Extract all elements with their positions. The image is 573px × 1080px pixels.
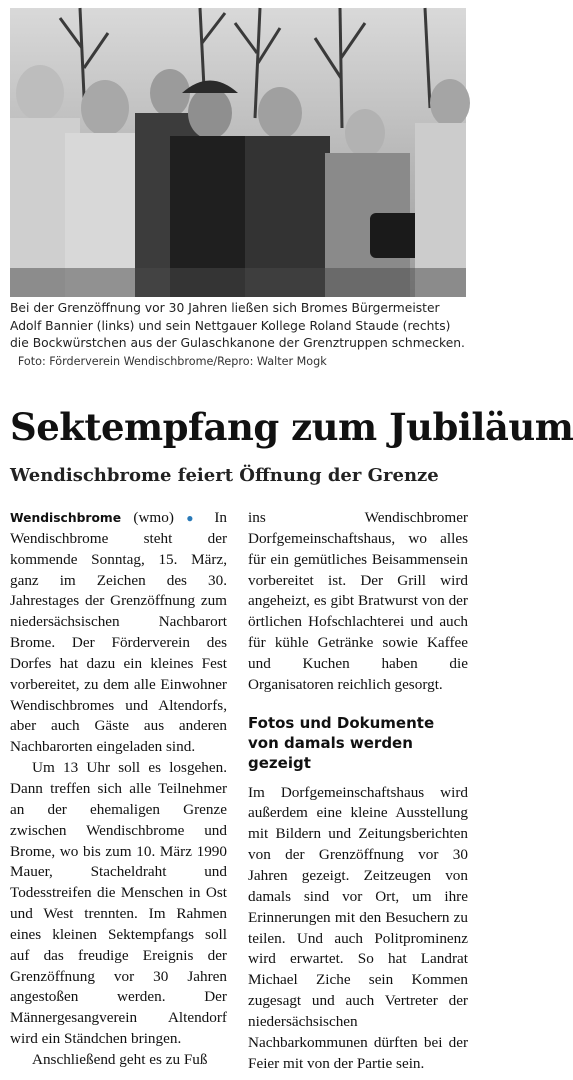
article-paragraph-1: [10, 508, 227, 758]
dateline: Wendischbrome: [10, 511, 122, 525]
photo-icon: [10, 8, 466, 297]
article-paragraph-2: Um 13 Uhr soll es losgehen. Dann treffen sich alle Teilnehmer an der ehemaligen Grenze zwischen Wendischbrome und Brome, wo bis zum 10. März 1990 Mauer, Stacheldraht und Todesstreifen die Menschen in Ost und West trennten. Im Rahmen eines kleinen Sektempfangs soll auf das freudige Ereignis der Grenzöffnung vor 30 Jahren angestoßen werden. Der Männergesangverein Altendorf wird ein Ständchen bringen.: [10, 759, 227, 1048]
article-headline: Sektempfang zum Jubiläum: [10, 405, 573, 449]
article-paragraph-3: Anschließend geht es zu Fuß: [32, 1050, 208, 1068]
article-interheadline: Fotos und Dokumente von damals werden gezeigt: [248, 713, 435, 772]
bullet-icon: ●: [186, 511, 203, 525]
article-subheadline: Wendischbrome feiert Öffnung der Grenze: [10, 465, 439, 486]
article-column-right: [248, 508, 468, 1074]
news-photo: [10, 8, 466, 297]
article-paragraph-4: Im Dorfgemeinschaftshaus wird außerdem eine kleine Ausstellung mit Bildern und Zeitungsberichten von der Grenzöffnung vor 30 Jahren gezeigt. Zeitzeugen von damals sind vor Ort, um ihre Erinnerungen mit den Besuchern zu teilen. Und auch Politprominenz wird erwartet. So hat Landrat Michael Ziche sein Kommen zugesagt und auch Vertreter der niedersächsischen Nachbarkommunen dürften bei der Feier mit von der Partie sein.: [248, 783, 468, 1072]
article-column-left: [10, 508, 227, 1071]
article-paragraph-3-continued: ins Wendischbromer Dorfgemeinschaftshaus, wo alles für ein gemütliches Beisammensein vorbereitet ist. Der Grill wird angeheizt, es gibt Bratwurst von der örtlichen Hofschlachterei und auch für kühle Getränke sowie Kaffee und Kuchen haben die Organisatoren reichlich gesorgt.: [248, 509, 468, 693]
agency-tag: (wmo): [133, 509, 174, 526]
photo-caption: [10, 300, 466, 370]
caption-text: Bei der Grenzöffnung vor 30 Jahren ließen sich Bromes Bürgermeister Adolf Bannier (links) und sein Nettgauer Kollege Roland Staude (rechts) die Bockwürstchen aus der Gulaschkanone der Grenztruppen schmecken.: [10, 301, 465, 350]
paragraph-1-text: In Wendischbrome steht der kommende Sonntag, 15. März, ganz im Zeichen des 30. Jahrestages der Grenzöffnung zum niedersächsischen Nachbarort Brome. Der Förderverein des Dorfes hat dazu ein kleines Fest vorbereitet, zu dem alle Einwohner Wendischbromes und Altendorfs, aber auch Gäste aus anderen Nachbarorten eingeladen sind.: [10, 509, 227, 756]
photo-credit: Foto: Förderverein Wendischbrome/Repro: Walter Mogk: [17, 354, 327, 368]
